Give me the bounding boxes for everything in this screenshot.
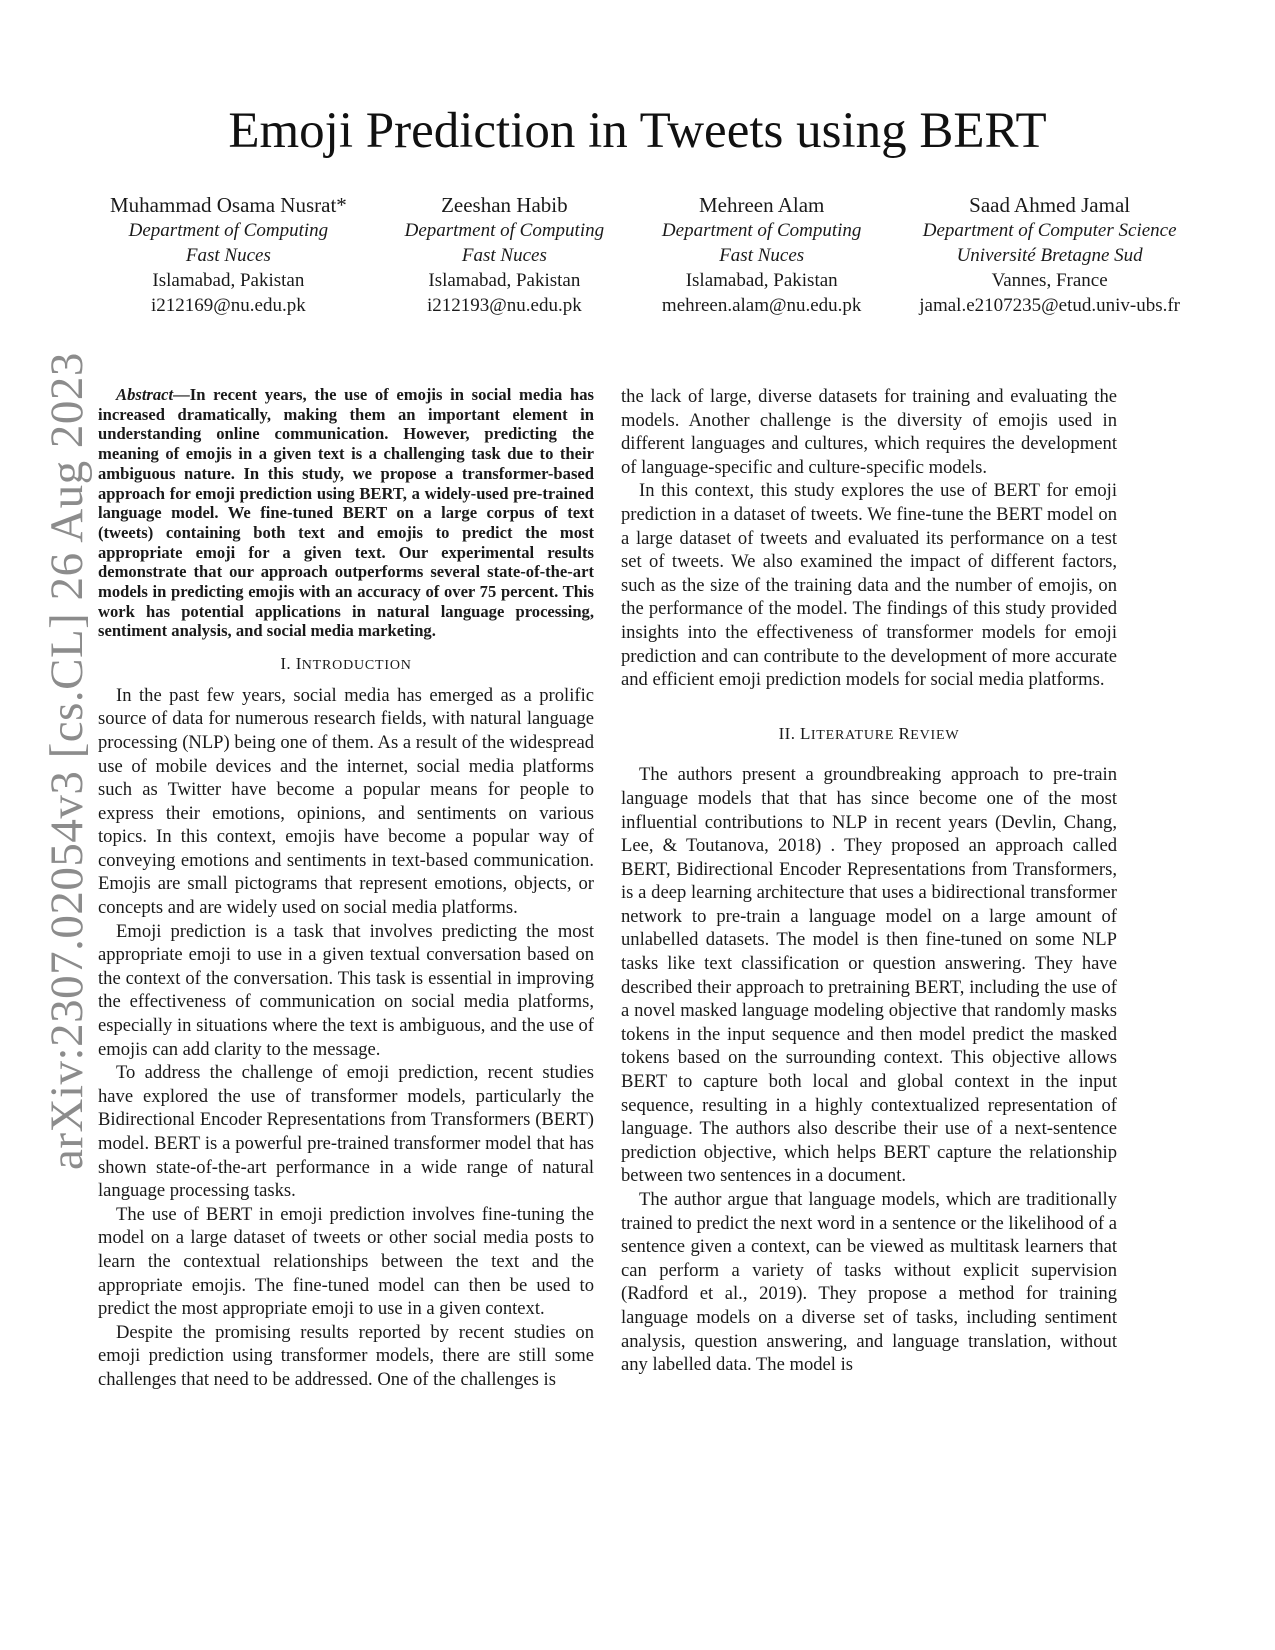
abstract-label: Abstract [116,385,174,404]
author-email: jamal.e2107235@etud.univ-ubs.fr [919,295,1180,316]
paragraph: In the past few years, social media has emerged as a prolific source of data for numerous research fields, with natural language processing (NLP) being one of them. As a result of the widespread use of mobile devices and the internet, social media platforms such as Twitter have become a popular means for people to express their emotions, opinions, and sentiments on various topics. In this context, emojis have become a popular way of conveying emotions and sentiments in text-based communication. Emojis are small pictograms that represent emotions, objects, or concepts and are widely used on social media platforms. [98,684,594,919]
author-email: mehreen.alam@nu.edu.pk [661,295,862,316]
author-location: Islamabad, Pakistan [685,270,838,291]
paragraph: The authors present a groundbreaking approach to pre-train language models that that has since become one of the most influential contributions to NLP in recent years (Devlin, Chang, Lee, & Toutanova, 2018) . They proposed an approach called BERT, Bidirectional Encoder Representations from Transformers, is a deep learning architecture that uses a bidirectional transformer network to pre-train a language model on a large amount of unlabelled datasets. The model is then fine-tuned on some NLP tasks like text classification or question answering. They have described their approach to pretraining BERT, including the use of a novel masked language modeling objective that randomly masks tokens in the input sequence and then model predict the masked tokens based on the surrounding context. This objective allows BERT to capture both local and global context in the input sequence, resulting in a highly contextualized representation of language. The authors also describe their use of a next-sentence prediction objective, which helps BERT capture the relationship between two sentences in a document. [621,764,1117,1187]
paragraph: The author argue that language models, which are traditionally trained to predict the next word in a sentence or the likelihood of a sentence given a context, can be viewed as multitask learners that can perform a variety of tasks without explicit supervision (Radford et al., 2019). They propose a method for training language models on a diverse set of tasks, including sentiment analysis, question answering, and language translation, without any labelled data. The model is [621,1189,1117,1376]
section-initial: L [800,723,811,743]
author-email: i212193@nu.edu.pk [427,295,582,316]
author-institution: Fast Nuces [719,245,805,266]
author-department: Department of Computing [128,220,329,241]
right-column [621,385,1117,1377]
paper-title: Emoji Prediction in Tweets using BERT [228,103,1047,159]
section-title-smallcaps: ITERATURE [810,727,899,743]
section-numeral: II. [778,723,801,743]
section-numeral: I. [280,654,296,674]
author-location: Islamabad, Pakistan [152,270,305,291]
author-4 [919,192,1180,318]
paragraph: In this context, this study explores the use of BERT for emoji prediction in a dataset of tweets. We fine-tune the BERT model on a large dataset of tweets and evaluated its performance on a test set of tweets. We also examined the impact of different factors, such as the size of the training data and the number of emojis, on the performance of the model. The findings of this study provided insights into the effectiveness of transformer models for emoji prediction and can contribute to the development of more accurate and efficient emoji prediction models for social media platforms. [621,480,1117,691]
abstract [98,385,594,641]
arxiv-identifier-stamp: arXiv:2307.02054v3 [cs.CL] 26 Aug 2023 [41,352,93,1170]
author-3 [662,192,862,318]
author-name: Zeeshan Habib [441,193,568,217]
author-department: Department of Computing [661,220,862,241]
paragraph: The use of BERT in emoji prediction involves fine-tuning the model on a large dataset of tweets or other social media posts to learn the contextual relationships between the text and the appropriate emojis. The fine-tuned model can then be used to predict the most appropriate emoji to use in a given context. [98,1203,594,1320]
author-department: Department of Computing [404,220,605,241]
author-name: Saad Ahmed Jamal [969,193,1131,217]
abstract-text: —In recent years, the use of emojis in social media has increased dramatically, making them an important element in understanding online communication. However, predicting the meaning of emojis in a given text is a challenging task due to their ambiguous nature. In this study, we propose a transformer-based approach for emoji prediction using BERT, a widely-used pre-trained language model. We fine-tuned BERT on a large corpus of text (tweets) containing both text and emojis to predict the most appropriate emoji for a given text. Our experimental results demonstrate that our approach outperforms several state-of-the-art models in predicting emojis with an accuracy of over 75 percent. This work has potential applications in natural language processing, sentiment analysis, and social media marketing. [98,385,594,641]
section-title-smallcaps: NTRODUCTION [301,658,412,674]
paragraph: To address the challenge of emoji prediction, recent studies have explored the use of transformer models, particularly the Bidirectional Encoder Representations from Transformers (BERT) model. BERT is a powerful pre-trained transformer model that has shown state-of-the-art performance in a wide range of natural language processing tasks. [98,1062,594,1202]
author-institution: Université Bretagne Sud [956,245,1143,266]
paragraph: Emoji prediction is a task that involves predicting the most appropriate emoji to use in a given textual conversation based on the context of the conversation. This task is essential in improving the effectiveness of communication on social media platforms, especially in situations where the text is ambiguous, and the use of emojis can add clarity to the message. [98,920,594,1060]
author-name: Muhammad Osama Nusrat* [110,193,347,217]
section-initial: I [295,654,302,674]
author-institution: Fast Nuces [461,245,547,266]
author-2 [405,192,605,318]
section-heading-introduction [98,652,594,678]
section-heading-literature-review [621,722,1117,748]
paragraph-continued: the lack of large, diverse datasets for training and evaluating the models. Another challenge is the diversity of emojis used in different languages and cultures, which requires the development of language-specific and culture-specific models. [621,386,1117,478]
section-initial: R [898,723,911,743]
author-location: Islamabad, Pakistan [428,270,581,291]
author-department: Department of Computer Science [922,220,1177,241]
author-name: Mehreen Alam [698,193,825,217]
author-1 [110,192,347,318]
author-institution: Fast Nuces [185,245,271,266]
section-title-smallcaps: EVIEW [910,727,960,743]
left-column [98,385,594,1392]
paragraph: Despite the promising results reported by recent studies on emoji prediction using transformer models, there are still some challenges that need to be addressed. One of the challenges is [98,1321,594,1390]
author-block [110,192,1180,318]
author-location: Vannes, France [991,270,1108,291]
author-email: i212169@nu.edu.pk [151,295,306,316]
